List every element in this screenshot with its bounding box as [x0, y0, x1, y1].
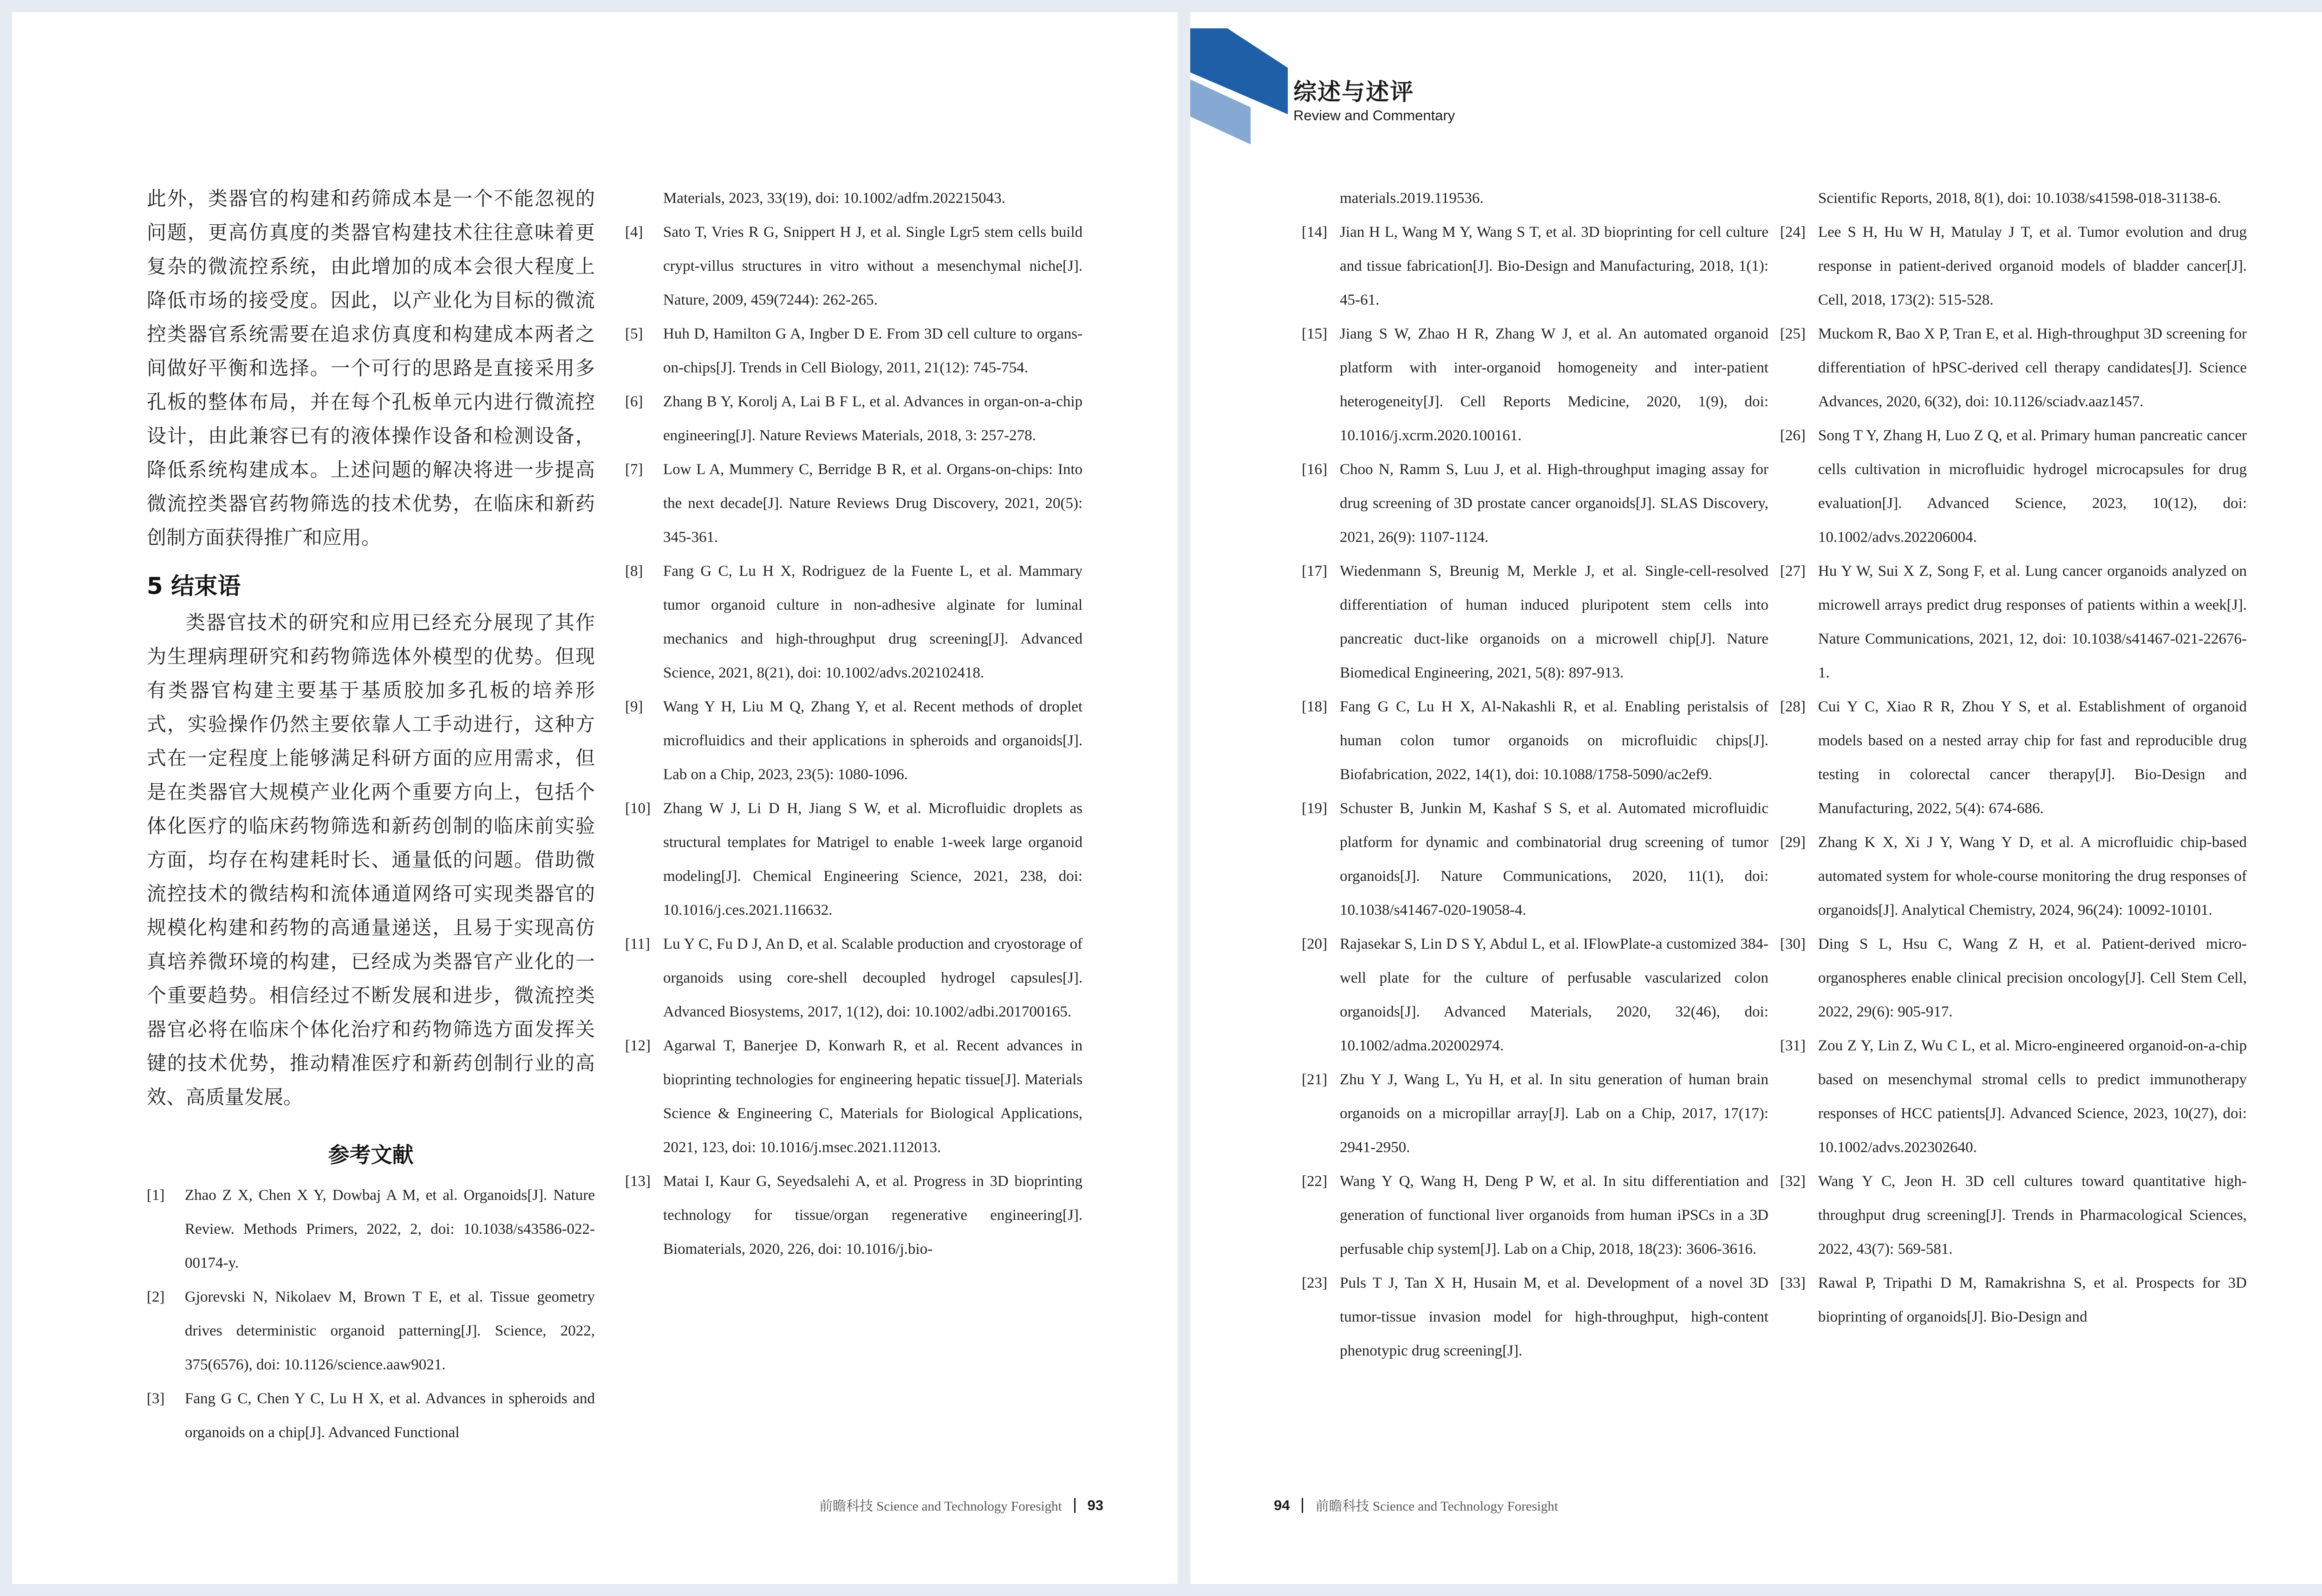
footer-journal-name: 前瞻科技 Science and Technology Foresight [1315, 1499, 1559, 1514]
reference-item [1302, 792, 1768, 927]
reference-item [1302, 1165, 1768, 1266]
reference-text: Wiedenmann S, Breunig M, Merkle J, et al. Single-cell-resolved differentiation of human induced pluripotent stem cells into pancreatic duct-like organoids on a microwell chip[J]. Nature Biomedical Engineering, 2021, 5(8): 897-913. [1340, 563, 1768, 681]
page-footer [819, 1496, 1103, 1515]
reference-number: [10] [625, 800, 651, 817]
reference-column-d [1780, 182, 2247, 1334]
reference-text: Wang Y H, Liu M Q, Zhang Y, et al. Recent methods of droplet microfluidics and their applications in spheroids and organoids[J]. Lab on a Chip, 2023, 23(5): 1080-1096. [663, 698, 1083, 783]
body-text-column [147, 182, 595, 1450]
reference-text: Agarwal T, Banerjee D, Konwarh R, et al. Recent advances in bioprinting technologies for engineering hepatic tissue[J]. Materials Science & Engineering C, Materials for Biological Applications, 2021, 123, doi: 10.1016/j.msec.2021.112013. [663, 1037, 1083, 1156]
reference-item [1780, 1029, 2247, 1165]
reference-number: [4] [625, 224, 643, 241]
reference-number: [17] [1302, 563, 1327, 580]
page-number: 93 [1087, 1497, 1103, 1513]
reference-item [625, 385, 1083, 453]
reference-number: [20] [1302, 936, 1327, 952]
reference-text: Zhu Y J, Wang L, Yu H, et al. In situ generation of human brain organoids on a micropillar array[J]. Lab on a Chip, 2017, 17(17): 2941-2950. [1340, 1071, 1768, 1156]
reference-text: Muckom R, Bao X P, Tran E, et al. High-throughput 3D screening for differentiation of hPSC-derived cell therapy candidates[J]. Science Advances, 2020, 6(32), doi: 10.1126/sciadv.aaz1457. [1818, 326, 2247, 410]
reference-column-b [625, 182, 1083, 1266]
reference-text: Zhang K X, Xi J Y, Wang Y D, et al. A microfluidic chip-based automated system for whole-course monitoring the drug responses of organoids[J]. Analytical Chemistry, 2024, 96(24): 10092-10101. [1818, 834, 2247, 919]
reference-continuation: Scientific Reports, 2018, 8(1), doi: 10.1038/s41598-018-31138-6. [1818, 190, 2221, 207]
reference-number: [26] [1780, 427, 1806, 444]
reference-item [1780, 1266, 2247, 1334]
reference-item [625, 690, 1083, 792]
reference-text: Zhang W J, Li D H, Jiang S W, et al. Microfluidic droplets as structural templates for Matrigel to enable 1-week large organoid modeling[J]. Chemical Engineering Science, 2021, 238, doi: 10.1016/j.ces.2021.116632. [663, 800, 1083, 919]
reference-number: [18] [1302, 698, 1327, 715]
reference-item [1302, 690, 1768, 792]
reference-item [625, 1029, 1083, 1165]
footer-journal-name: 前瞻科技 Science and Technology Foresight [819, 1499, 1062, 1514]
reference-item [1780, 1165, 2247, 1266]
reference-item [1302, 927, 1768, 1063]
right-page [1190, 12, 2322, 1584]
reference-item [147, 1280, 595, 1382]
reference-number: [1] [147, 1187, 165, 1204]
reference-text: Wang Y Q, Wang H, Deng P W, et al. In situ differentiation and generation of functional liver organoids from human iPSCs in a 3D perfusable chip system[J]. Lab on a Chip, 2018, 18(23): 3606-3616. [1340, 1173, 1768, 1257]
reference-number: [22] [1302, 1173, 1327, 1190]
reference-item [1780, 826, 2247, 927]
reference-item [625, 927, 1083, 1029]
left-page [12, 12, 1178, 1584]
reference-number: [9] [625, 698, 643, 715]
reference-number: [29] [1780, 834, 1806, 851]
reference-text: Schuster B, Junkin M, Kashaf S S, et al. Automated microfluidic platform for dynamic and combinatorial drug screening of tumor organoids[J]. Nature Communications, 2020, 11(1), doi: 10.1038/s41467-020-19058-4. [1340, 800, 1768, 919]
footer-divider [1302, 1498, 1303, 1513]
reference-continuation: materials.2019.119536. [1340, 190, 1484, 207]
reference-number: [33] [1780, 1275, 1806, 1291]
reference-number: [21] [1302, 1071, 1327, 1088]
section-heading: 5 结束语 [147, 573, 241, 599]
reference-number: [11] [625, 936, 650, 952]
reference-item [1780, 554, 2247, 690]
references-title: 参考文献 [328, 1142, 414, 1167]
reference-number: [13] [625, 1173, 651, 1190]
reference-item [1780, 690, 2247, 826]
reference-item [1780, 317, 2247, 419]
reference-number: [27] [1780, 563, 1806, 580]
reference-item [1302, 317, 1768, 453]
reference-number: [6] [625, 393, 643, 410]
reference-number: [30] [1780, 936, 1806, 952]
reference-text: Wang Y C, Jeon H. 3D cell cultures toward quantitative high-throughput drug screening[J]. Trends in Pharmacological Sciences, 2022, 43(7): 569-581. [1818, 1173, 2247, 1257]
reference-text: Jiang S W, Zhao H R, Zhang W J, et al. An automated organoid platform with inter-organoid homogeneity and inter-patient heterogeneity[J]. Cell Reports Medicine, 2020, 1(9), doi: 10.1016/j.xcrm.2020.100161. [1340, 326, 1768, 444]
reference-text: Lu Y C, Fu D J, An D, et al. Scalable production and cryostorage of organoids using core-shell decoupled hydrogel capsules[J]. Advanced Biosystems, 2017, 1(12), doi: 10.1002/adbi.201700165. [663, 936, 1083, 1020]
reference-item [625, 453, 1083, 554]
reference-number: [5] [625, 326, 643, 342]
reference-number: [12] [625, 1037, 651, 1054]
reference-number: [7] [625, 461, 643, 478]
reference-number: [14] [1302, 224, 1327, 241]
reference-text: Fang G C, Lu H X, Al-Nakashli R, et al. Enabling peristalsis of human colon tumor organoids on microfluidic chips[J]. Biofabrication, 2022, 14(1), doi: 10.1088/1758-5090/ac2ef9. [1340, 698, 1768, 783]
page-number: 94 [1274, 1497, 1290, 1513]
reference-list-d [1780, 215, 2247, 1334]
page-footer [1274, 1496, 1558, 1515]
reference-item [1302, 554, 1768, 690]
reference-item [1780, 927, 2247, 1029]
body-paragraph-2: 类器官技术的研究和应用已经充分展现了其作为生理病理研究和药物筛选体外模型的优势。但现有类器官构建主要基于基质胶加多孔板的培养形式，实验操作仍然主要依靠人工手动进行，这种方式在一定程度上能够满足科研方面的应用需求，但是在类器官大规模产业化两个重要方向上，包括个体化医疗的临床药物筛选和新药创制的临床前实验方面，均存在构建耗时长、通量低的问题。借助微流控技术的微结构和流体通道网络可实现类器官的规模化构建和药物的高通量递送，且易于实现高仿真培养微环境的构建，已经成为类器官产业化的一个重要趋势。相信经过不断发展和进步，微流控类器官必将在临床个体化治疗和药物筛选方面发挥关键的技术优势，推动精准医疗和新药创制行业的高效、高质量发展。 [147, 611, 595, 1108]
reference-text: Gjorevski N, Nikolaev M, Brown T E, et al. Tissue geometry drives deterministic organoid patterning[J]. Science, 2022, 375(6576), doi: 10.1126/science.aaw9021. [185, 1289, 595, 1373]
reference-item [625, 317, 1083, 385]
reference-item [625, 1165, 1083, 1266]
reference-text: Matai I, Kaur G, Seyedsalehi A, et al. Progress in 3D bioprinting technology for tissue/organ regenerative engineering[J]. Biomaterials, 2020, 226, doi: 10.1016/j.bio- [663, 1173, 1083, 1257]
reference-number: [25] [1780, 326, 1806, 342]
reference-item [1780, 215, 2247, 317]
section-title-zh: 综述与述评 [1293, 78, 1414, 105]
reference-text: Zhang B Y, Korolj A, Lai B F L, et al. Advances in organ-on-a-chip engineering[J]. Nature Reviews Materials, 2018, 3: 257-278. [663, 393, 1083, 444]
reference-text: Rawal P, Tripathi D M, Ramakrishna S, et al. Prospects for 3D bioprinting of organoids[J]. Bio-Design and [1818, 1275, 2247, 1325]
reference-text: Fang G C, Lu H X, Rodriguez de la Fuente L, et al. Mammary tumor organoid culture in non-adhesive alginate for luminal mechanics and high-throughput drug screening[J]. Advanced Science, 2021, 8(21), doi: 10.1002/advs.202102418. [663, 563, 1083, 681]
footer-divider [1074, 1498, 1076, 1513]
reference-text: Zou Z Y, Lin Z, Wu C L, et al. Micro-engineered organoid-on-a-chip based on mesenchymal stromal cells to predict immunotherapy responses of HCC patients[J]. Advanced Science, 2023, 10(27), doi: 10.1002/advs.202302640. [1818, 1037, 2247, 1156]
reference-item [147, 1179, 595, 1280]
reference-item [147, 1382, 595, 1450]
reference-item [625, 792, 1083, 927]
reference-number: [15] [1302, 326, 1327, 342]
reference-number: [23] [1302, 1275, 1327, 1291]
section-corner-icon [1190, 28, 1297, 144]
reference-text: Cui Y C, Xiao R R, Zhou Y S, et al. Establishment of organoid models based on a nested array chip for fast and reproducible drug testing in colorectal cancer therapy[J]. Bio-Design and Manufacturing, 2022, 5(4): 674-686. [1818, 698, 2247, 817]
reference-text: Lee S H, Hu W H, Matulay J T, et al. Tumor evolution and drug response in patient-derived organoid models of bladder cancer[J]. Cell, 2018, 173(2): 515-528. [1818, 224, 2247, 308]
reference-number: [16] [1302, 461, 1327, 478]
reference-number: [24] [1780, 224, 1806, 241]
reference-number: [2] [147, 1289, 165, 1305]
reference-text: Song T Y, Zhang H, Luo Z Q, et al. Primary human pancreatic cancer cells cultivation in microfluidic hydrogel microcapsules for drug evaluation[J]. Advanced Science, 2023, 10(12), doi: 10.1002/advs.202206004. [1818, 427, 2247, 546]
reference-number: [31] [1780, 1037, 1806, 1054]
reference-item [625, 215, 1083, 317]
reference-item [1302, 1063, 1768, 1165]
reference-text: Puls T J, Tan X H, Husain M, et al. Development of a novel 3D tumor-tissue invasion model for high-throughput, high-content phenotypic drug screening[J]. [1340, 1275, 1768, 1359]
reference-number: [28] [1780, 698, 1806, 715]
reference-list-c [1302, 215, 1768, 1368]
reference-item [625, 554, 1083, 690]
reference-list-b [625, 215, 1083, 1266]
reference-number: [3] [147, 1390, 165, 1407]
reference-text: Low L A, Mummery C, Berridge B R, et al. Organs-on-chips: Into the next decade[J]. Nature Reviews Drug Discovery, 2021, 20(5): 345-361. [663, 461, 1083, 546]
reference-list-a [147, 1179, 595, 1450]
reference-number: [19] [1302, 800, 1327, 817]
reference-text: Choo N, Ramm S, Luu J, et al. High-throughput imaging assay for drug screening of 3D prostate cancer organoids[J]. SLAS Discovery, 2021, 26(9): 1107-1124. [1340, 461, 1768, 546]
reference-number: [8] [625, 563, 643, 580]
reference-text: Jian H L, Wang M Y, Wang S T, et al. 3D bioprinting for cell culture and tissue fabrication[J]. Bio-Design and Manufacturing, 2018, 1(1): 45-61. [1340, 224, 1768, 308]
reference-text: Hu Y W, Sui X Z, Song F, et al. Lung cancer organoids analyzed on microwell arrays predict drug responses of patients within a week[J]. Nature Communications, 2021, 12, doi: 10.1038/s41467-021-22676-1. [1818, 563, 2247, 681]
reference-item [1302, 453, 1768, 554]
reference-item [1302, 1266, 1768, 1368]
reference-text: Fang G C, Chen Y C, Lu H X, et al. Advances in spheroids and organoids on a chip[J]. Advanced Functional [185, 1390, 595, 1441]
reference-item [1302, 215, 1768, 317]
reference-text: Huh D, Hamilton G A, Ingber D E. From 3D cell culture to organs-on-chips[J]. Trends in Cell Biology, 2011, 21(12): 745-754. [663, 326, 1083, 376]
reference-text: Zhao Z X, Chen X Y, Dowbaj A M, et al. Organoids[J]. Nature Review. Methods Primers, 2022, 2, doi: 10.1038/s43586-022-00174-y. [185, 1187, 595, 1271]
reference-text: Sato T, Vries R G, Snippert H J, et al. Single Lgr5 stem cells build crypt-villus structures in vitro without a mesenchymal niche[J]. Nature, 2009, 459(7244): 262-265. [663, 224, 1083, 308]
reference-column-c [1302, 182, 1768, 1368]
reference-text: Rajasekar S, Lin D S Y, Abdul L, et al. IFlowPlate-a customized 384-well plate for the culture of perfusable vascularized colon organoids[J]. Advanced Materials, 2020, 32(46), doi: 10.1002/adma.202002974. [1340, 936, 1768, 1054]
reference-item [1780, 419, 2247, 554]
section-title-en: Review and Commentary [1293, 107, 1455, 124]
reference-text: Ding S L, Hsu C, Wang Z H, et al. Patient-derived micro-organospheres enable clinical precision oncology[J]. Cell Stem Cell, 2022, 29(6): 905-917. [1818, 936, 2247, 1020]
body-paragraph-1: 此外，类器官的构建和药筛成本是一个不能忽视的问题，更高仿真度的类器官构建技术往往意味着更复杂的微流控系统，由此增加的成本会很大程度上降低市场的接受度。因此，以产业化为目标的微流控类器官系统需要在追求仿真度和构建成本两者之间做好平衡和选择。一个可行的思路是直接采用多孔板的整体布局，并在每个孔板单元内进行微流控设计，由此兼容已有的液体操作设备和检测设备，降低系统构建成本。上述问题的解决将进一步提高微流控类器官药物筛选的技术优势，在临床和新药创制方面获得推广和应用。 [147, 187, 595, 549]
reference-number: [32] [1780, 1173, 1806, 1190]
reference-continuation: Materials, 2023, 33(19), doi: 10.1002/adfm.202215043. [663, 190, 1005, 207]
